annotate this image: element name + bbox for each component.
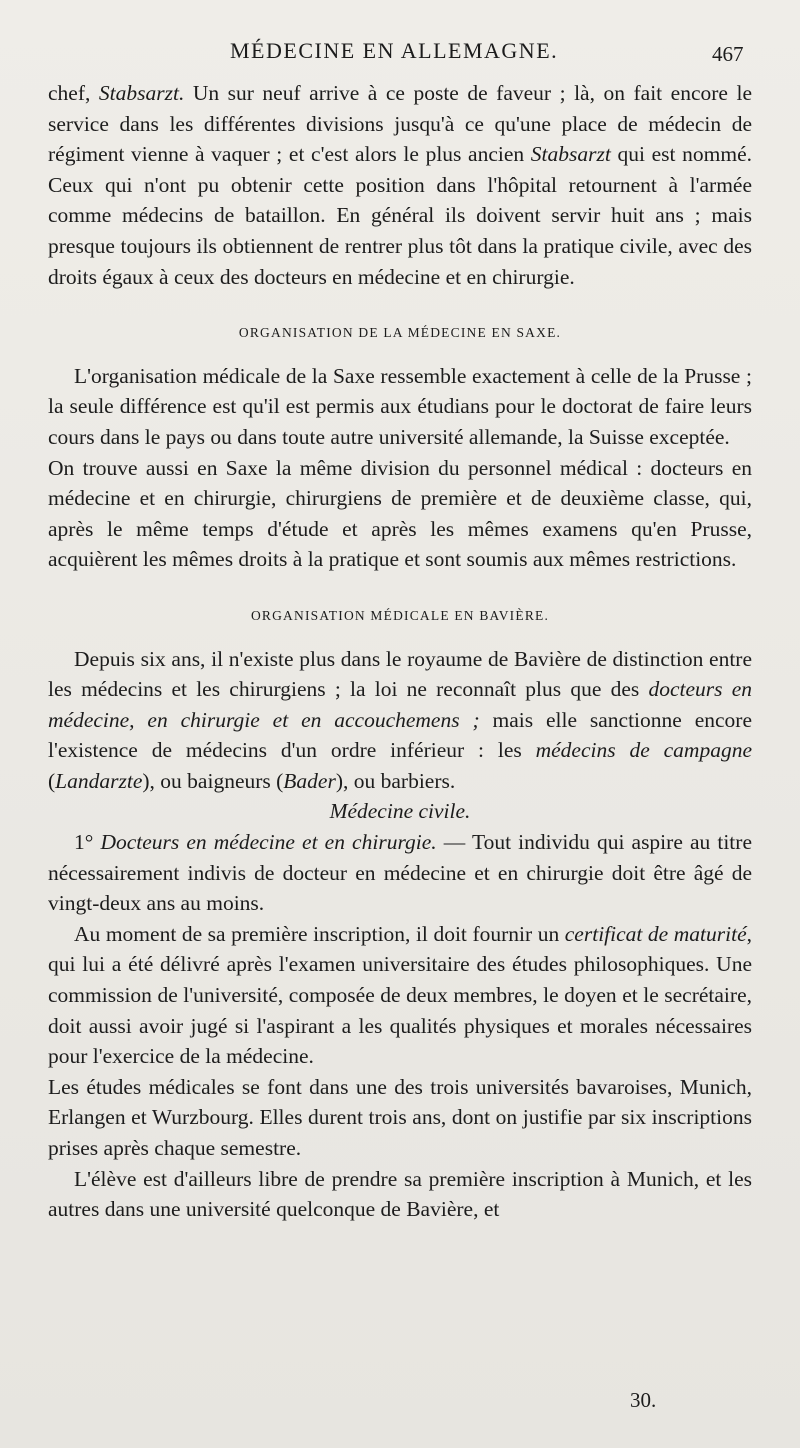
italic-run: Stabsarzt. [98,81,185,105]
section-heading-saxe: ORGANISATION DE LA MÉDECINE EN SAXE. [238,325,562,341]
page-number: 467 [712,42,744,66]
paragraph-baviere-distinction: Depuis six ans, il n'existe plus dans le royaume de Bavière de distinction entre les médecins et les chirurgiens ; la loi ne reconnaît plus que des docteurs en médecine, en chirurgie et en accouchemens ; mais elle sanctionne encore l'existence de médecins d'un ordre inférieur : les médecins de campagne (Landarzte), ou baigneurs (Bader), ou barbiers. [48,646,752,793]
italic-run: Landarzte [55,768,143,793]
page-body [48,78,752,1225]
subheading-medecine-civile: Médecine civile. [329,799,471,824]
section-heading-baviere: ORGANISATION MÉDICALE EN BAVIÈRE. [250,607,550,623]
italic-run: Docteurs en médecine et en chirurgie. [100,830,437,855]
italic-run: médecins de campagne [535,738,752,763]
paragraph-inscription: Au moment de sa première inscription, il doit fournir un certificat de maturité, qui lui a été délivré après l'examen universitaire des études philosophiques. Une commission de l'université, composée de deux membres, le doyen et le secrétaire, doit aussi avoir jugé si l'aspirant a les qualités physiques et morales nécessaires pour l'exercice de la médecine. [48,921,752,1069]
paragraph-etudes: Les études médicales se font dans une des trois universités bavaroises, Munich, Erlangen et Wurzbourg. Elles durent trois ans, dont on justifie par six inscriptions prises après chaque semestre. [48,1074,752,1160]
running-head: MÉDECINE EN ALLEMAGNE. [230,38,559,63]
page-header [0,38,800,68]
paragraph-eleve: L'élève est d'ailleurs libre de prendre sa première inscription à Munich, et les autres dans une université quelconque de Bavière, et [48,1166,752,1222]
paragraph-stabsarzt: chef, Stabsarzt. Un sur neuf arrive à ce poste de faveur ; là, on fait encore le service dans les différentes divisions jusqu'à ce qu'une place de médecin de régiment vienne à vaquer ; et c'est alors le plus ancien Stabsarzt qui est nommé. Ceux qui n'ont pu obtenir cette position dans l'hôpital retournent à l'armée comme médecins de bataillon. En général ils doivent servir huit ans ; mais presque toujours ils obtiennent de rentrer plus tôt dans la pratique civile, avec des droits égaux à ceux des docteurs en médecine et en chirurgie. [48,81,752,289]
paragraph-saxe-personnel: On trouve aussi en Saxe la même division du personnel médical : docteurs en médecine et en chirurgie, chirurgiens de première et de deuxième classe, qui, après le même temps d'étude et après les mêmes examens qu'en Prusse, acquièrent les mêmes droits à la pratique et sont soumis aux mêmes restrictions. [48,455,752,572]
paragraph-saxe-organisation: L'organisation médicale de la Saxe ressemble exactement à celle de la Prusse ; la seule différence est qu'il est permis aux étudians pour le doctorat de faire leurs cours dans le pays ou dans toute autre université allemande, la Suisse exceptée. [48,363,752,449]
italic-run: Stabsarzt [530,142,611,167]
paragraph-docteurs: 1° Docteurs en médecine et en chirurgie. — Tout individu qui aspire au titre nécessairement indivis de docteur en médecine et en chirurgie doit être âgé de vingt-deux ans au moins. [48,830,752,916]
italic-run: Bader [283,768,336,793]
italic-run: docteurs en médecine, en chirurgie et en accouchemens ; [48,677,752,732]
signature-mark: 30. [630,1388,657,1412]
italic-run: certificat de maturité [564,921,747,946]
